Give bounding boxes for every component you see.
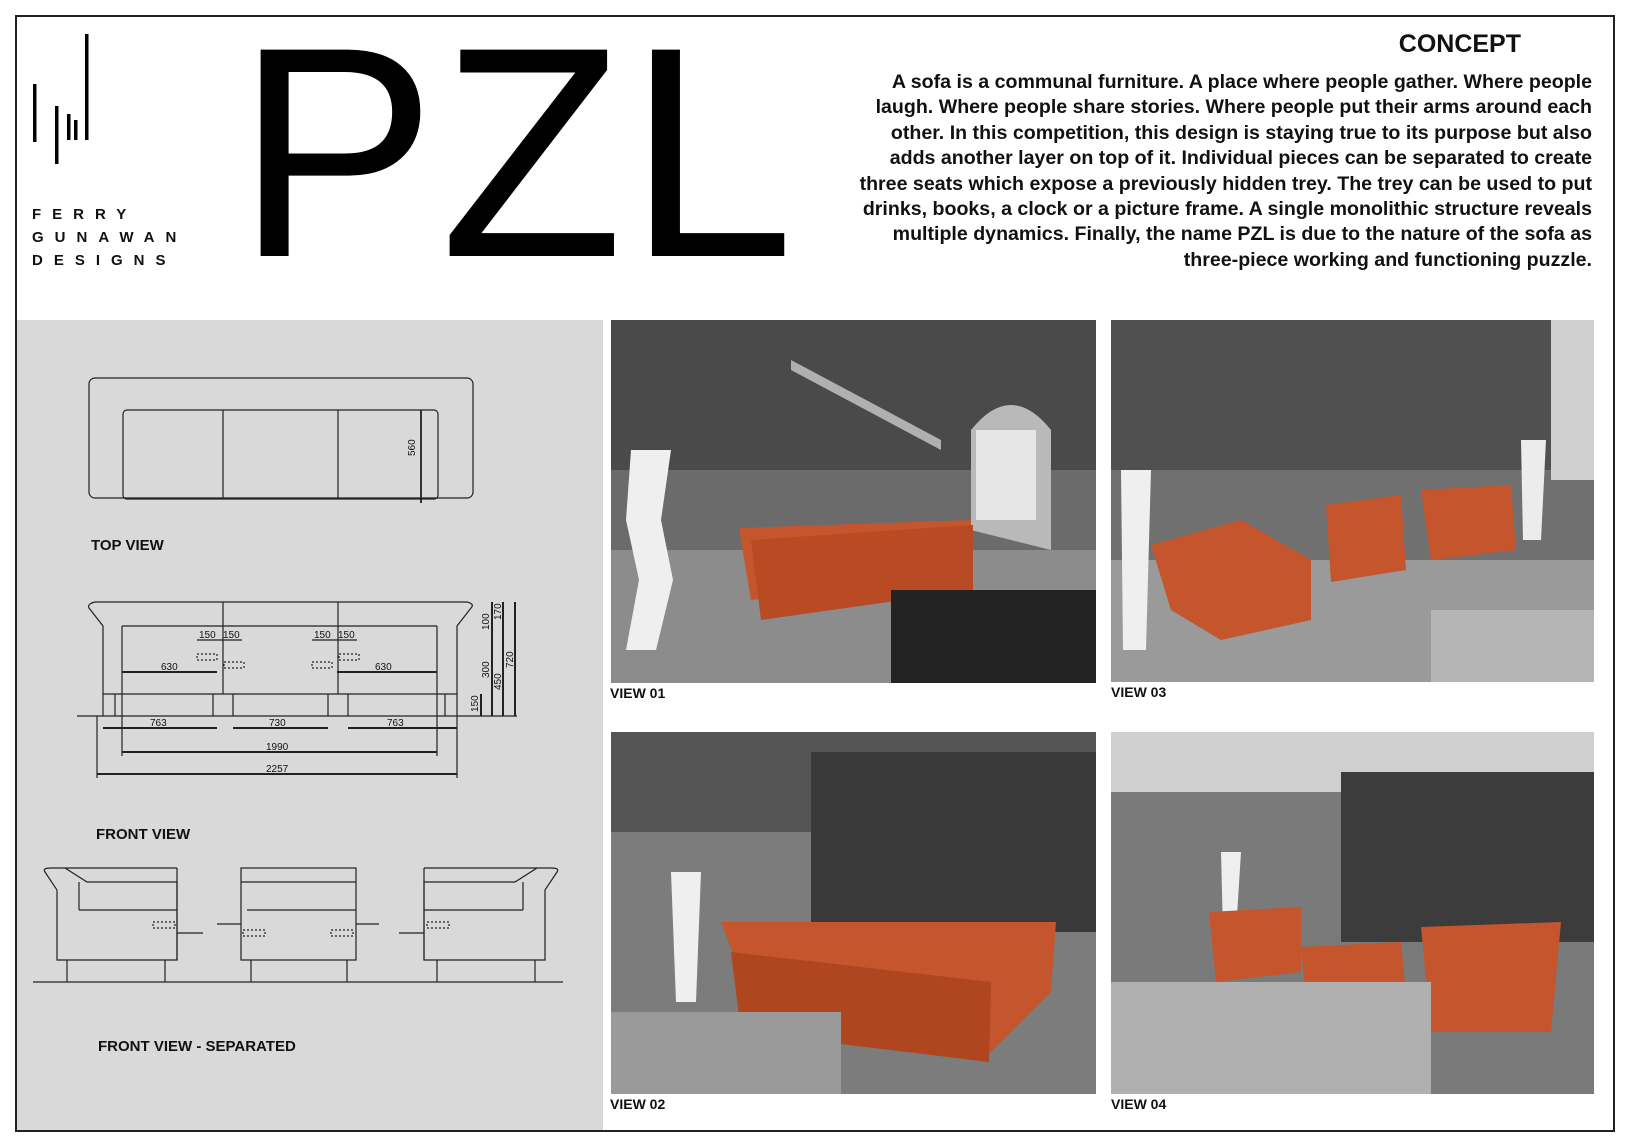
view-01-label: VIEW 01 (610, 685, 666, 701)
front-view-label: FRONT VIEW (96, 826, 191, 843)
bar-chart-logo-icon (30, 34, 170, 164)
render-view-04 (1111, 732, 1594, 1094)
render-view-03 (1111, 320, 1594, 682)
brand-line-3: DESIGNS (32, 252, 177, 269)
dim-1990: 1990 (266, 742, 289, 753)
view-04-label: VIEW 04 (1111, 1096, 1167, 1112)
dim-150-leg: 150 (470, 695, 481, 712)
dim-300: 300 (481, 661, 492, 678)
dim-720: 720 (505, 651, 516, 668)
render-view-01 (611, 320, 1096, 683)
technical-drawings (17, 320, 603, 1130)
dim-150d: 150 (338, 630, 355, 641)
dim-763a: 763 (150, 718, 167, 729)
dim-150b: 150 (223, 630, 240, 641)
dim-763b: 763 (387, 718, 404, 729)
dim-450: 450 (493, 673, 504, 690)
brand-line-2: GUNAWAN (32, 229, 188, 246)
dim-170: 170 (493, 603, 504, 620)
dim-150c: 150 (314, 630, 331, 641)
dim-150a: 150 (199, 630, 216, 641)
render-view-02 (611, 732, 1096, 1094)
product-title: PZL (236, 0, 799, 320)
dim-730: 730 (269, 718, 286, 729)
view-03-label: VIEW 03 (1111, 684, 1167, 700)
separated-view-drawing (33, 868, 563, 982)
dim-630b: 630 (375, 662, 392, 673)
dim-630a: 630 (161, 662, 178, 673)
brand-name (32, 203, 187, 272)
concept-text: A sofa is a communal furniture. A place where people gather. Where people laugh. Where people share stories. Where people put their arms around each other. In this competition, this design is staying true to its purpose but also adds another layer on top of it. Individual pieces can be separated to create three seats which expose a previously hidden trey. The trey can be used to put drinks, books, a clock or a picture frame. A single monolithic structure reveals multiple dynamics. Finally, the name PZL is due to the nature of the sofa as three-piece working and functioning puzzle. (859, 71, 1592, 271)
brand-line-1: FERRY (32, 206, 138, 223)
top-view-label: TOP VIEW (91, 537, 164, 554)
view-02-label: VIEW 02 (610, 1096, 666, 1112)
front-view-drawing (77, 602, 517, 778)
dim-100: 100 (481, 613, 492, 630)
dim-depth: 560 (407, 439, 418, 456)
separated-view-label: FRONT VIEW - SEPARATED (98, 1038, 296, 1055)
dim-2257: 2257 (266, 764, 289, 775)
concept-heading: CONCEPT (1398, 30, 1521, 58)
